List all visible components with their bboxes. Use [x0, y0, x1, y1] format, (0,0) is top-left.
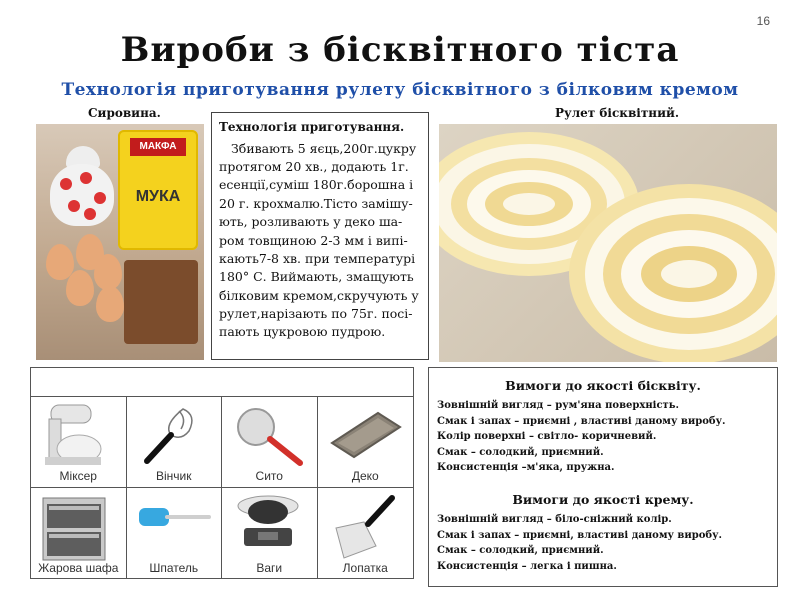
sponge-quality-heading: Вимоги до якості бісквіту. [505, 378, 701, 393]
equipment-label: Лопатка [342, 561, 388, 575]
sponge-roll-illustration [439, 124, 777, 362]
equipment-label: Вінчик [155, 469, 192, 483]
sponge-quality-line: Консистенція –м'яка, пружна. [437, 462, 615, 474]
page-title: Вироби з бісквітного тіста [120, 30, 680, 70]
technology-box [211, 112, 429, 360]
sugar-bowl [50, 164, 114, 226]
flour-pack [118, 130, 198, 250]
equipment-cell-spatula [127, 488, 223, 579]
equipment-label: Міксер [59, 469, 97, 483]
egg [96, 286, 124, 322]
egg [94, 254, 122, 290]
flour-brand: МАКФА [130, 138, 186, 156]
cream-quality-line: Зовнішній вигляд – біло-сніжний колір. [437, 514, 672, 526]
sponge-quality-line: Смак – солодкий, приємний. [437, 446, 604, 458]
equipment-cell-mixer [31, 397, 127, 488]
equipment-table [30, 367, 414, 579]
technology-heading: Технологія приготування. [219, 120, 405, 134]
sponge-roll-photo [439, 124, 777, 362]
equipment-label: Ваги [256, 561, 283, 575]
equipment-label: Шпатель [149, 561, 199, 575]
cream-quality-line: Смак – солодкий, приємний. [437, 545, 604, 557]
technology-text: Збивають 5 яєць,200г.цукру протягом 20 хв., додають 1г. есенції,суміш 180г.борошна і 20 г. крохмалю.Тісто замішу-ють, розливають у деко ша-ром товщиною 2-3 мм і випі-кають7-8 хв. при температурі 180° С. Виймають, змащують білковим кремом,скручують у рулет,нарізають по 75г. посі-пають цукровою пудрою. [219, 140, 419, 340]
equipment-cell-oven [31, 488, 127, 579]
raw-materials-label: Сировина. [88, 106, 161, 120]
equipment-cell-tray [318, 397, 414, 488]
equipment-cell-sieve [222, 397, 318, 488]
page-subtitle: Технологія приготування рулету бісквітного з білковим кремом [61, 80, 739, 100]
quality-requirements [428, 367, 778, 587]
equipment-label: Сито [255, 469, 283, 483]
sponge-quality-line: Зовнішній вигляд – рум'яна поверхність. [437, 400, 680, 412]
equipment-cell-whisk [127, 397, 223, 488]
equipment-cell-cake-server [318, 488, 414, 579]
equipment-label: Деко [351, 469, 379, 483]
page-number: 16 [756, 14, 770, 28]
equipment-header-row [31, 368, 413, 397]
starch-pack [124, 260, 198, 344]
equipment-cell-scales [222, 488, 318, 579]
cream-quality-line: Смак і запах – приємні, властиві даному виробу. [437, 529, 722, 541]
cream-quality-heading: Вимоги до якості крему. [512, 491, 694, 507]
sponge-roll-label: Рулет бісквітний. [555, 106, 680, 120]
sponge-quality-line: Смак і запах – приємні , властиві даному виробу. [437, 415, 726, 427]
flour-name: МУКА [135, 188, 181, 205]
ingredients-photo [36, 124, 204, 360]
equipment-label: Жарова шафа [38, 561, 119, 575]
egg [66, 270, 94, 306]
cream-quality-line: Консистенція – легка і пишна. [437, 560, 617, 572]
sponge-quality-line: Колір поверхні – світло- коричневий. [437, 431, 657, 443]
